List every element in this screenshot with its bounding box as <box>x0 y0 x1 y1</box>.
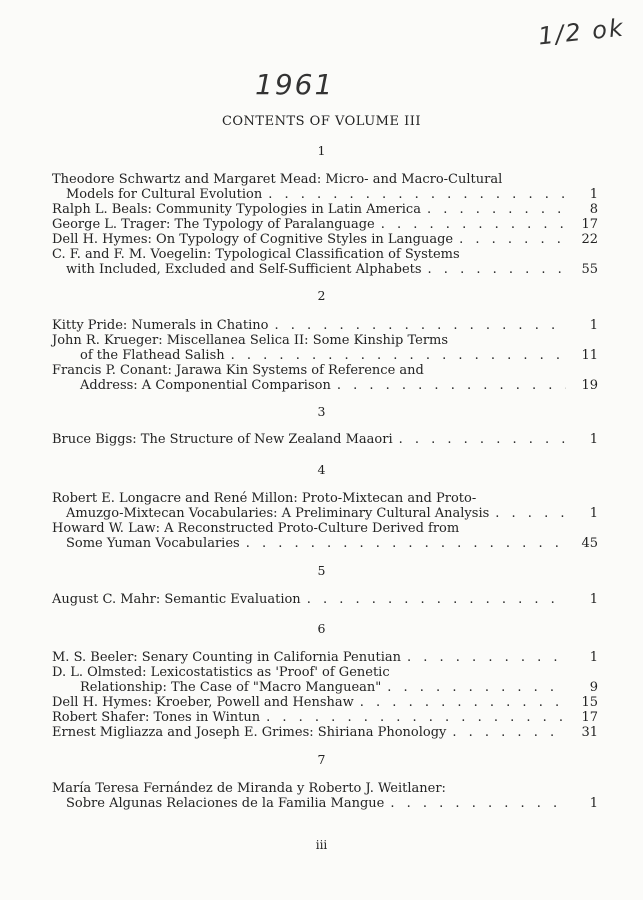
entry-text: Robert Shafer: Tones in Wintun <box>52 710 261 725</box>
toc-entry <box>52 172 598 187</box>
page-number: 11 <box>581 348 598 363</box>
toc-entry <box>66 536 598 551</box>
page-number: 19 <box>581 378 598 393</box>
entry-text: María Teresa Fernández de Miranda y Roberto J. Weitlaner: <box>52 781 446 796</box>
toc-entry <box>52 247 598 262</box>
dot-leader <box>360 695 566 710</box>
toc-entry <box>52 363 598 378</box>
entry-text: Dell H. Hymes: Kroeber, Powell and Henshaw <box>52 695 354 710</box>
toc-entry <box>52 695 598 710</box>
entry-text: Ernest Migliazza and Joseph E. Grimes: Shiriana Phonology <box>52 725 447 740</box>
dot-leader <box>307 592 566 607</box>
entry-text: with Included, Excluded and Self-Sufficient Alphabets <box>66 262 422 277</box>
section-number: 5 <box>317 563 326 578</box>
entry-text: Some Yuman Vocabularies <box>66 536 240 551</box>
entry-text: Kitty Pride: Numerals in Chatino <box>52 318 269 333</box>
page-number: 1 <box>589 650 598 665</box>
entry-text: Amuzgo-Mixtecan Vocabularies: A Preliminary Cultural Analysis <box>66 506 490 521</box>
page-number: 55 <box>581 262 598 277</box>
page-number: 1 <box>589 506 598 521</box>
page-number: 17 <box>581 217 598 232</box>
toc-entry <box>52 232 598 247</box>
toc-entry <box>52 521 598 536</box>
entry-text: August C. Mahr: Semantic Evaluation <box>52 592 301 607</box>
dot-leader <box>231 348 566 363</box>
toc-entry <box>52 710 598 725</box>
toc-entry <box>66 187 598 202</box>
page-number: 1 <box>589 592 598 607</box>
section-number: 1 <box>317 143 326 158</box>
page-number: 8 <box>589 202 598 217</box>
entry-text: Models for Cultural Evolution <box>66 187 263 202</box>
entry-text: M. S. Beeler: Senary Counting in California Penutian <box>52 650 401 665</box>
toc-entry <box>52 781 598 796</box>
dot-leader <box>459 232 566 247</box>
dot-leader <box>274 318 566 333</box>
handwritten-note: 1/2 ok <box>536 13 627 51</box>
dot-leader <box>387 680 566 695</box>
toc-entry <box>80 348 598 363</box>
dot-leader <box>407 650 566 665</box>
dot-leader <box>390 796 566 811</box>
dot-leader <box>452 725 566 740</box>
dot-leader <box>427 202 566 217</box>
toc-entry <box>52 217 598 232</box>
entry-text: D. L. Olmsted: Lexicostatistics as 'Proof' of Genetic <box>52 665 390 680</box>
entry-text: Francis P. Conant: Jarawa Kin Systems of Reference and <box>52 363 424 378</box>
entry-text: Relationship: The Case of "Macro Manguean" <box>80 680 382 695</box>
toc-entry <box>66 796 598 811</box>
entry-text: Ralph L. Beals: Community Typologies in Latin America <box>52 202 421 217</box>
toc-entry <box>52 202 598 217</box>
entry-text: John R. Krueger: Miscellanea Selica II: Some Kinship Terms <box>52 333 449 348</box>
entry-text: Bruce Biggs: The Structure of New Zealand Maaori <box>52 432 393 447</box>
dot-leader <box>246 536 566 551</box>
entry-text: of the Flathead Salish <box>80 348 225 363</box>
toc-entry <box>52 650 598 665</box>
dot-leader <box>495 506 566 521</box>
page-number: 1 <box>589 432 598 447</box>
section-number: 6 <box>317 621 326 636</box>
page-number: 1 <box>589 187 598 202</box>
page-number: 1 <box>589 796 598 811</box>
section-number: 7 <box>317 752 326 767</box>
toc-entry <box>80 378 598 393</box>
toc-entry <box>80 680 598 695</box>
entry-text: George L. Trager: The Typology of Paralanguage <box>52 217 375 232</box>
dot-leader <box>428 262 566 277</box>
entry-text: C. F. and F. M. Voegelin: Typological Classification of Systems <box>52 247 460 262</box>
toc-entry <box>52 432 598 447</box>
page-number: 17 <box>581 710 598 725</box>
dot-leader <box>268 187 566 202</box>
page-title: CONTENTS OF VOLUME III <box>221 114 422 129</box>
section-number: 4 <box>317 462 326 477</box>
entry-text: Address: A Componential Comparison <box>80 378 331 393</box>
section-number: 2 <box>317 288 326 303</box>
page-footer-number: iii <box>315 838 328 852</box>
toc-entry <box>52 592 598 607</box>
toc-entry <box>52 665 598 680</box>
page-number: 15 <box>581 695 598 710</box>
entry-text: Howard W. Law: A Reconstructed Proto-Culture Derived from <box>52 521 460 536</box>
page-number: 1 <box>589 318 598 333</box>
toc-entry <box>52 318 598 333</box>
toc-entry <box>66 262 598 277</box>
toc-entry <box>52 333 598 348</box>
entry-text: Theodore Schwartz and Margaret Mead: Micro- and Macro-Cultural <box>52 172 503 187</box>
dot-leader <box>266 710 566 725</box>
toc-entry <box>52 725 598 740</box>
dot-leader <box>399 432 566 447</box>
page-number: 45 <box>581 536 598 551</box>
entry-text: Dell H. Hymes: On Typology of Cognitive Styles in Language <box>52 232 454 247</box>
handwritten-year: 1961 <box>255 68 335 101</box>
section-number: 3 <box>317 404 326 419</box>
dot-leader <box>381 217 566 232</box>
page-number: 9 <box>589 680 598 695</box>
page-number: 22 <box>581 232 598 247</box>
page-number: 31 <box>581 725 598 740</box>
entry-text: Robert E. Longacre and René Millon: Proto-Mixtecan and Proto- <box>52 491 477 506</box>
toc-entry <box>66 506 598 521</box>
toc-entry <box>52 491 598 506</box>
dot-leader <box>337 378 566 393</box>
entry-text: Sobre Algunas Relaciones de la Familia Mangue <box>66 796 385 811</box>
